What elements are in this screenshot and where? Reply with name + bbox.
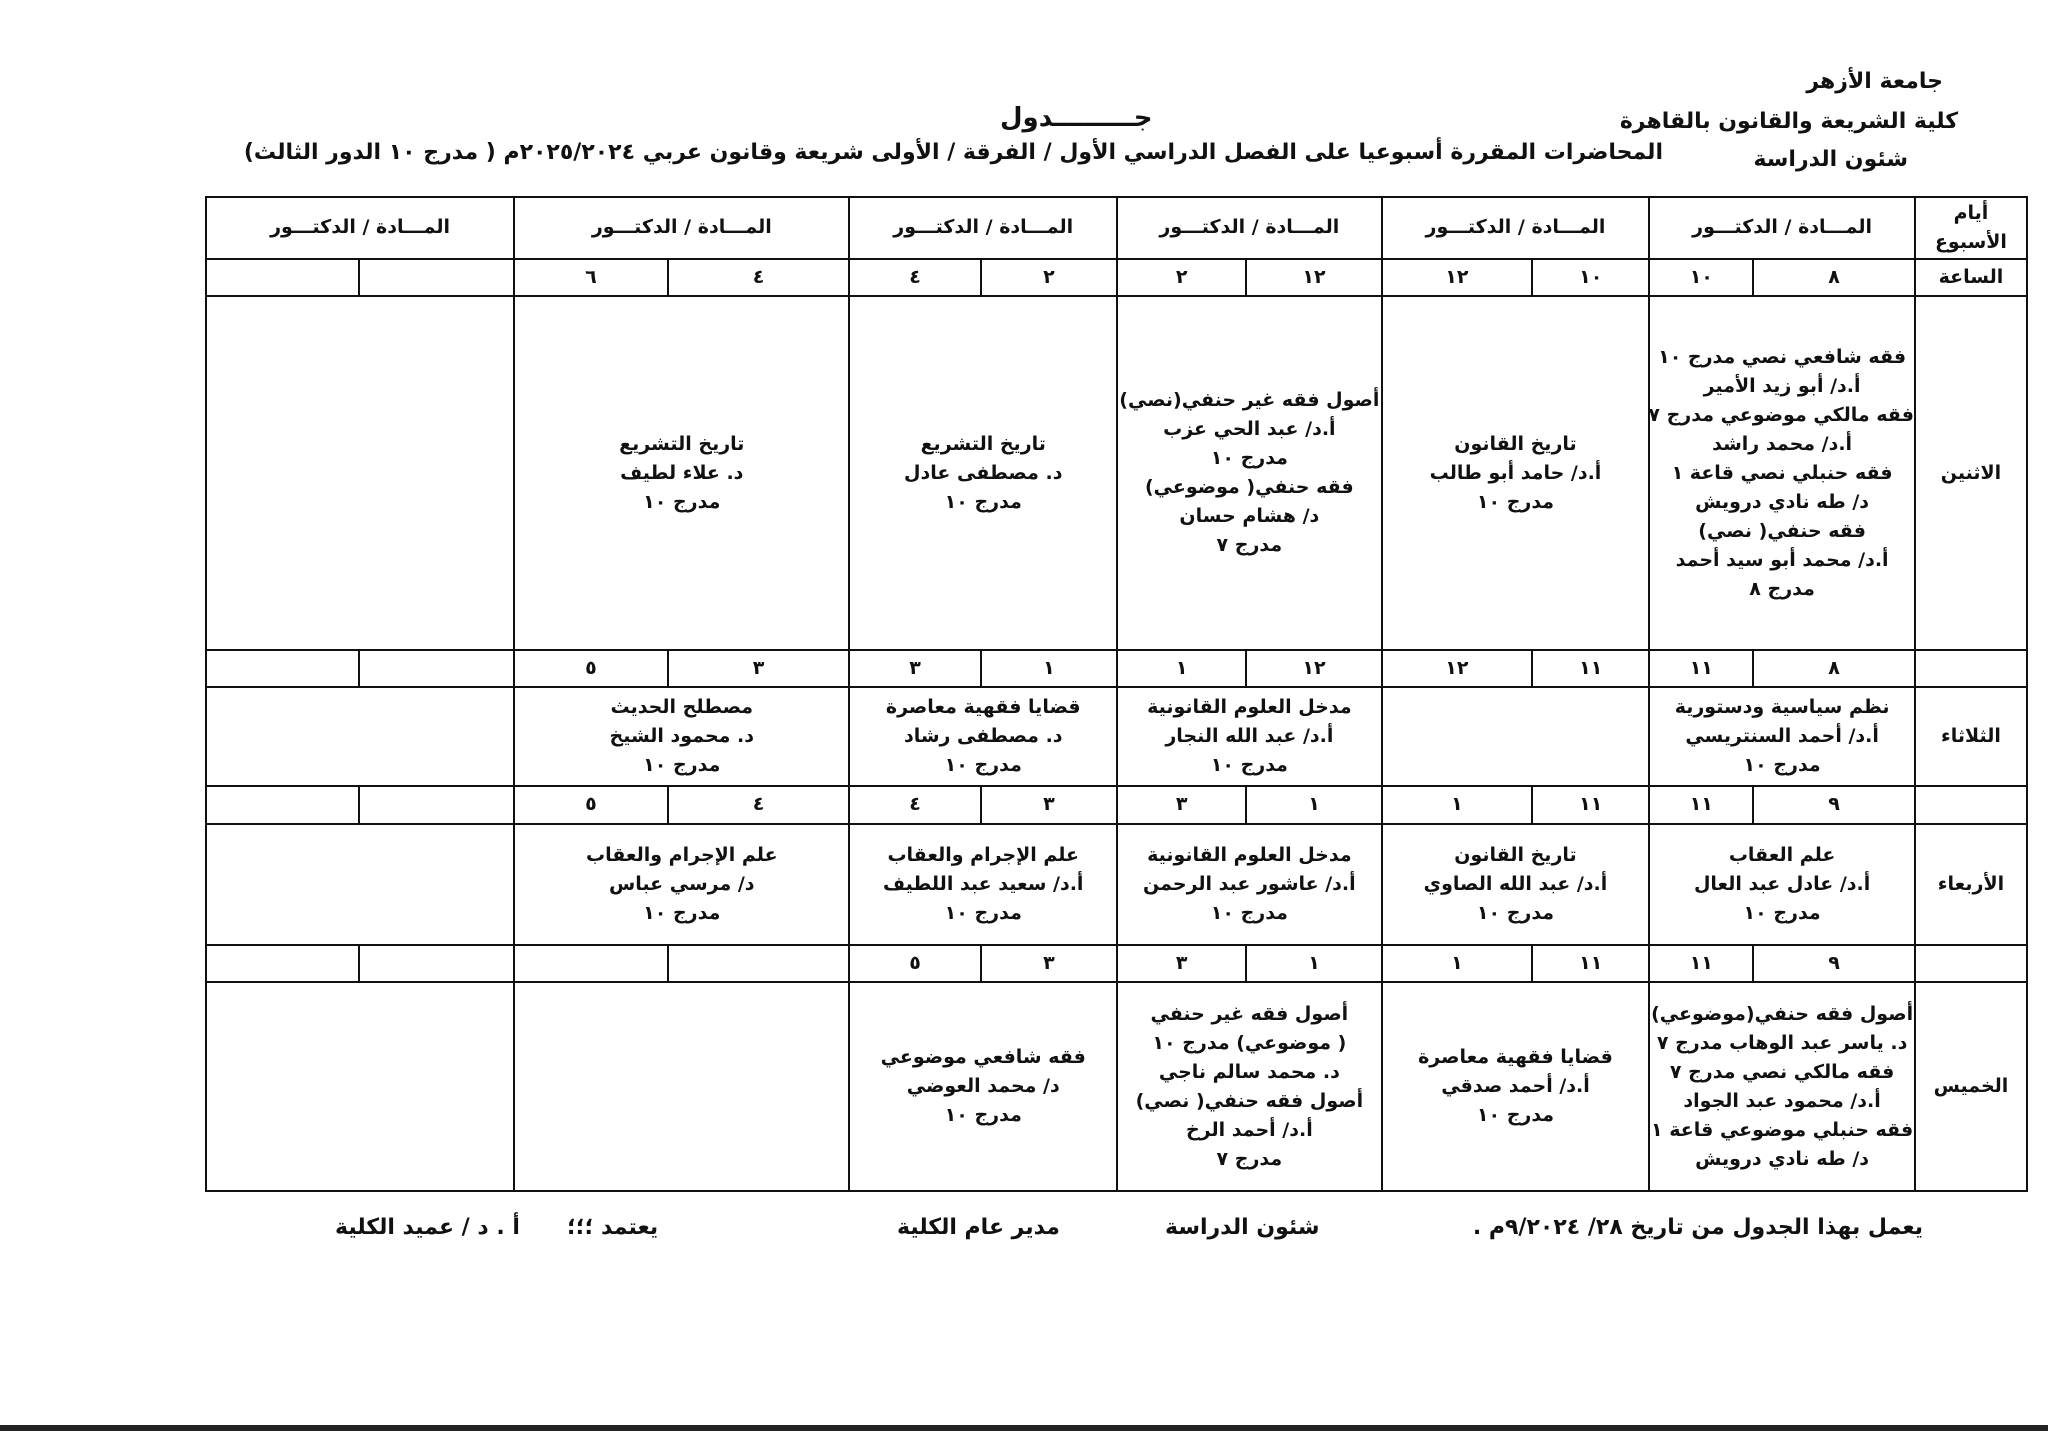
lecture-line: أصول فقه غير حنفي xyxy=(1150,1002,1349,1025)
approval-label: يعتمد ؛؛؛ xyxy=(567,1215,659,1240)
lecture-cell xyxy=(1649,296,1915,650)
lecture-line: مدرج ٨ xyxy=(1749,577,1815,600)
lecture-line: تاريخ القانون xyxy=(1454,432,1577,455)
hour-cell: ١ xyxy=(1382,945,1532,982)
hour-cell: ١١ xyxy=(1649,786,1753,823)
lecture-cell xyxy=(849,824,1117,946)
lecture-cell xyxy=(206,982,514,1191)
lecture-line: مدرج ١٠ xyxy=(643,490,721,513)
lecture-line: أصول فقه حنفي( نصي) xyxy=(1135,1089,1364,1112)
faculty-name: كلية الشريعة والقانون بالقاهرة xyxy=(1619,109,1958,134)
lecture-line: قضايا فقهية معاصرة xyxy=(885,696,1081,719)
university-name: جامعة الأزهر xyxy=(1806,69,1943,94)
hour-cell: ١ xyxy=(1246,786,1381,823)
general-manager-sign: مدير عام الكلية xyxy=(897,1215,1060,1240)
lecture-cell xyxy=(1117,982,1382,1191)
hour-label: الساعة xyxy=(1915,259,2027,296)
lecture-cell xyxy=(206,687,514,786)
hour-cell xyxy=(514,945,668,982)
column-header: المـــادة / الدكتـــور xyxy=(206,197,514,259)
lecture-line: أ.د/ عبد الحي عزب xyxy=(1163,418,1336,441)
lecture-cell xyxy=(514,824,849,946)
dean-sign: أ . د / عميد الكلية xyxy=(335,1215,520,1240)
column-header: المـــادة / الدكتـــور xyxy=(1649,197,1915,259)
lecture-line: تاريخ التشريع xyxy=(920,432,1046,455)
bottom-border xyxy=(0,1425,2048,1431)
hour-label xyxy=(1915,945,2027,982)
lecture-cell xyxy=(1649,687,1915,786)
lecture-cell xyxy=(206,824,514,946)
lecture-line: مدرج ١٠ xyxy=(944,901,1022,924)
lecture-line: فقه مالكي موضوعي مدرج ٧ xyxy=(1648,403,1914,426)
hour-cell: ٦ xyxy=(514,259,668,296)
lecture-line: مدرج ١٠ xyxy=(1476,1104,1555,1127)
lecture-line: علم العقاب xyxy=(1728,843,1836,866)
lecture-line: د. علاء لطيف xyxy=(620,461,744,484)
lecture-line: د/ محمد العوضي xyxy=(906,1075,1060,1098)
lecture-line: مدرج ١٠ xyxy=(1210,447,1288,470)
lecture-line: قضايا فقهية معاصرة xyxy=(1418,1046,1613,1069)
day-label: الأربعاء xyxy=(1915,824,2027,946)
hour-cell xyxy=(206,650,359,687)
lecture-cell xyxy=(1649,982,1915,1191)
hour-cell: ٤ xyxy=(668,259,850,296)
lecture-line: د/ مرسي عباس xyxy=(609,872,755,895)
lecture-line: مدرج ١٠ xyxy=(1210,901,1288,924)
lecture-line: مدرج ١٠ xyxy=(1476,490,1555,513)
lecture-cell xyxy=(514,982,849,1191)
lecture-line: مدخل العلوم القانونية xyxy=(1147,696,1352,719)
lecture-line: فقه حنفي( نصي) xyxy=(1698,519,1866,542)
hour-cell xyxy=(359,786,515,823)
hour-cell: ١٢ xyxy=(1246,259,1381,296)
lecture-line: د. محمود الشيخ xyxy=(609,725,755,748)
lecture-line: مدرج ٧ xyxy=(1216,1147,1283,1170)
hour-cell: ١ xyxy=(1117,650,1246,687)
lecture-line: علم الإجرام والعقاب xyxy=(585,843,778,866)
hour-cell: ١١ xyxy=(1649,945,1753,982)
lecture-line: أ.د/ حامد أبو طالب xyxy=(1429,461,1602,484)
document-subtitle: المحاضرات المقررة أسبوعيا على الفصل الدراسي الأول / الفرقة / الأولى شريعة وقانون عربي ٢٠٢٥/٢٠٢٤م ( مدرج ١٠ الدور الثالث) xyxy=(243,140,1663,165)
lecture-cell xyxy=(206,296,514,650)
lecture-line: فقه حنبلي نصي قاعة ١ xyxy=(1671,461,1893,484)
hour-cell xyxy=(668,945,850,982)
hour-cell: ١٠ xyxy=(1532,259,1649,296)
lecture-line: أ.د/ أبو زيد الأمير xyxy=(1703,374,1861,397)
lecture-cell xyxy=(849,982,1117,1191)
lecture-cell xyxy=(1382,982,1650,1191)
hour-cell: ١٢ xyxy=(1246,650,1381,687)
lecture-line: د/ هشام حسان xyxy=(1179,505,1320,528)
column-header: المـــادة / الدكتـــور xyxy=(514,197,849,259)
hour-cell: ١٢ xyxy=(1382,650,1532,687)
hour-cell: ٣ xyxy=(1117,786,1246,823)
hour-cell: ٤ xyxy=(849,786,980,823)
hour-cell: ٨ xyxy=(1753,650,1915,687)
lecture-line: مدرج ١٠ xyxy=(944,490,1022,513)
lecture-line: تاريخ التشريع xyxy=(619,432,745,455)
lecture-line: مدخل العلوم القانونية xyxy=(1147,843,1352,866)
hour-cell: ١١ xyxy=(1532,945,1649,982)
lecture-line: مدرج ١٠ xyxy=(944,754,1022,777)
lecture-line: د. مصطفى عادل xyxy=(904,461,1063,484)
column-header: المـــادة / الدكتـــور xyxy=(1382,197,1650,259)
lecture-line: د. محمد سالم ناجي xyxy=(1158,1060,1340,1083)
lecture-line: مدرج ١٠ xyxy=(944,1104,1022,1127)
lecture-line: علم الإجرام والعقاب xyxy=(887,843,1080,866)
lecture-line: فقه حنفي( موضوعي) xyxy=(1144,476,1354,499)
hour-cell: ٥ xyxy=(514,786,668,823)
hour-cell: ٨ xyxy=(1753,259,1915,296)
department-name: شئون الدراسة xyxy=(1753,147,1908,172)
hour-cell xyxy=(359,945,515,982)
lecture-cell xyxy=(849,687,1117,786)
hour-cell: ٩ xyxy=(1753,945,1915,982)
hour-cell: ١١ xyxy=(1649,650,1753,687)
lecture-line: مدرج ١٠ xyxy=(643,754,721,777)
hour-cell: ٤ xyxy=(849,259,980,296)
lecture-line: ( موضوعي) مدرج ١٠ xyxy=(1152,1031,1347,1054)
lecture-line: فقه مالكي نصي مدرج ٧ xyxy=(1669,1060,1895,1083)
lecture-cell xyxy=(514,296,849,650)
lecture-cell xyxy=(1382,687,1650,786)
lecture-line: مصطلح الحديث xyxy=(610,696,754,719)
day-label: الخميس xyxy=(1915,982,2027,1191)
lecture-line: أ.د/ محمد راشد xyxy=(1712,432,1853,455)
day-label: الاثنين xyxy=(1915,296,2027,650)
hour-cell: ١٠ xyxy=(1649,259,1753,296)
lecture-line: أ.د/ أحمد السنتريسي xyxy=(1685,725,1879,748)
studies-affairs-sign: شئون الدراسة xyxy=(1165,1215,1320,1240)
lecture-line: تاريخ القانون xyxy=(1454,843,1577,866)
lecture-line: فقه شافعي موضوعي xyxy=(880,1046,1086,1069)
lecture-line: أصول فقه غير حنفي(نصي) xyxy=(1119,389,1380,412)
lecture-cell xyxy=(1117,687,1382,786)
lecture-line: أ.د/ سعيد عبد اللطيف xyxy=(883,872,1084,895)
lecture-line: أ.د/ أحمد الرخ xyxy=(1185,1118,1313,1141)
document-title: جـــــــــدول xyxy=(1000,103,1153,133)
hour-cell: ٣ xyxy=(668,650,850,687)
lecture-cell xyxy=(1382,296,1650,650)
hour-cell: ١١ xyxy=(1532,650,1649,687)
lecture-line: أ.د/ محمود عبد الجواد xyxy=(1683,1089,1881,1112)
lecture-line: فقه شافعي نصي مدرج ١٠ xyxy=(1658,345,1907,368)
hour-cell: ٣ xyxy=(1117,945,1246,982)
lecture-line: أ.د/ عبد الله الصاوي xyxy=(1423,872,1608,895)
lecture-line: أ.د/ عادل عبد العال xyxy=(1693,872,1871,895)
day-label: الثلاثاء xyxy=(1915,687,2027,786)
lecture-line: د/ طه نادي درويش xyxy=(1695,490,1870,513)
hour-cell: ٩ xyxy=(1753,786,1915,823)
schedule-table xyxy=(205,196,2028,1192)
lecture-line: مدرج ٧ xyxy=(1216,534,1283,557)
lecture-cell xyxy=(1117,824,1382,946)
effective-date: يعمل بهذا الجدول من تاريخ ٢٨/ ٩/٢٠٢٤م . xyxy=(1472,1215,1923,1240)
hour-cell: ٣ xyxy=(981,786,1117,823)
lecture-line: مدرج ١٠ xyxy=(643,901,721,924)
lecture-line: فقه حنبلي موضوعي قاعة ١ xyxy=(1651,1118,1914,1141)
lecture-line: د. ياسر عبد الوهاب مدرج ٧ xyxy=(1656,1031,1908,1054)
hour-cell: ٥ xyxy=(849,945,980,982)
hour-cell: ١٢ xyxy=(1382,259,1532,296)
hour-cell xyxy=(359,259,515,296)
lecture-line: نظم سياسية ودستورية xyxy=(1674,696,1890,719)
hour-cell xyxy=(206,945,359,982)
lecture-line: أ.د/ عبد الله النجار xyxy=(1165,725,1334,748)
hour-cell: ٢ xyxy=(981,259,1117,296)
hour-cell: ١ xyxy=(1246,945,1381,982)
hour-cell: ١١ xyxy=(1532,786,1649,823)
hour-cell: ٣ xyxy=(849,650,980,687)
hour-cell xyxy=(359,650,515,687)
lecture-line: مدرج ١٠ xyxy=(1476,901,1555,924)
lecture-line: أصول فقه حنفي(موضوعي) xyxy=(1651,1002,1914,1025)
hour-label xyxy=(1915,786,2027,823)
hour-cell xyxy=(206,259,359,296)
hour-cell: ٢ xyxy=(1117,259,1246,296)
hour-cell: ٤ xyxy=(668,786,850,823)
lecture-cell xyxy=(849,296,1117,650)
lecture-line: أ.د/ عاشور عبد الرحمن xyxy=(1143,872,1356,895)
lecture-line: مدرج ١٠ xyxy=(1743,754,1821,777)
hour-cell: ٣ xyxy=(981,945,1117,982)
lecture-line: مدرج ١٠ xyxy=(1743,901,1821,924)
lecture-line: أ.د/ محمد أبو سيد أحمد xyxy=(1675,548,1889,571)
lecture-cell xyxy=(514,687,849,786)
hour-cell: ٥ xyxy=(514,650,668,687)
lecture-line: د/ طه نادي درويش xyxy=(1695,1147,1870,1170)
column-header: المـــادة / الدكتـــور xyxy=(1117,197,1382,259)
hour-label xyxy=(1915,650,2027,687)
hour-cell xyxy=(206,786,359,823)
column-header: المـــادة / الدكتـــور xyxy=(849,197,1117,259)
lecture-cell xyxy=(1117,296,1382,650)
corner-header: أيام الأسبوع xyxy=(1915,197,2027,259)
hour-cell: ١ xyxy=(981,650,1117,687)
hour-cell: ١ xyxy=(1382,786,1532,823)
lecture-line: د. مصطفى رشاد xyxy=(903,725,1063,748)
lecture-cell xyxy=(1382,824,1650,946)
lecture-line: مدرج ١٠ xyxy=(1210,754,1288,777)
lecture-line: أ.د/ أحمد صدقي xyxy=(1441,1075,1590,1098)
lecture-cell xyxy=(1649,824,1915,946)
